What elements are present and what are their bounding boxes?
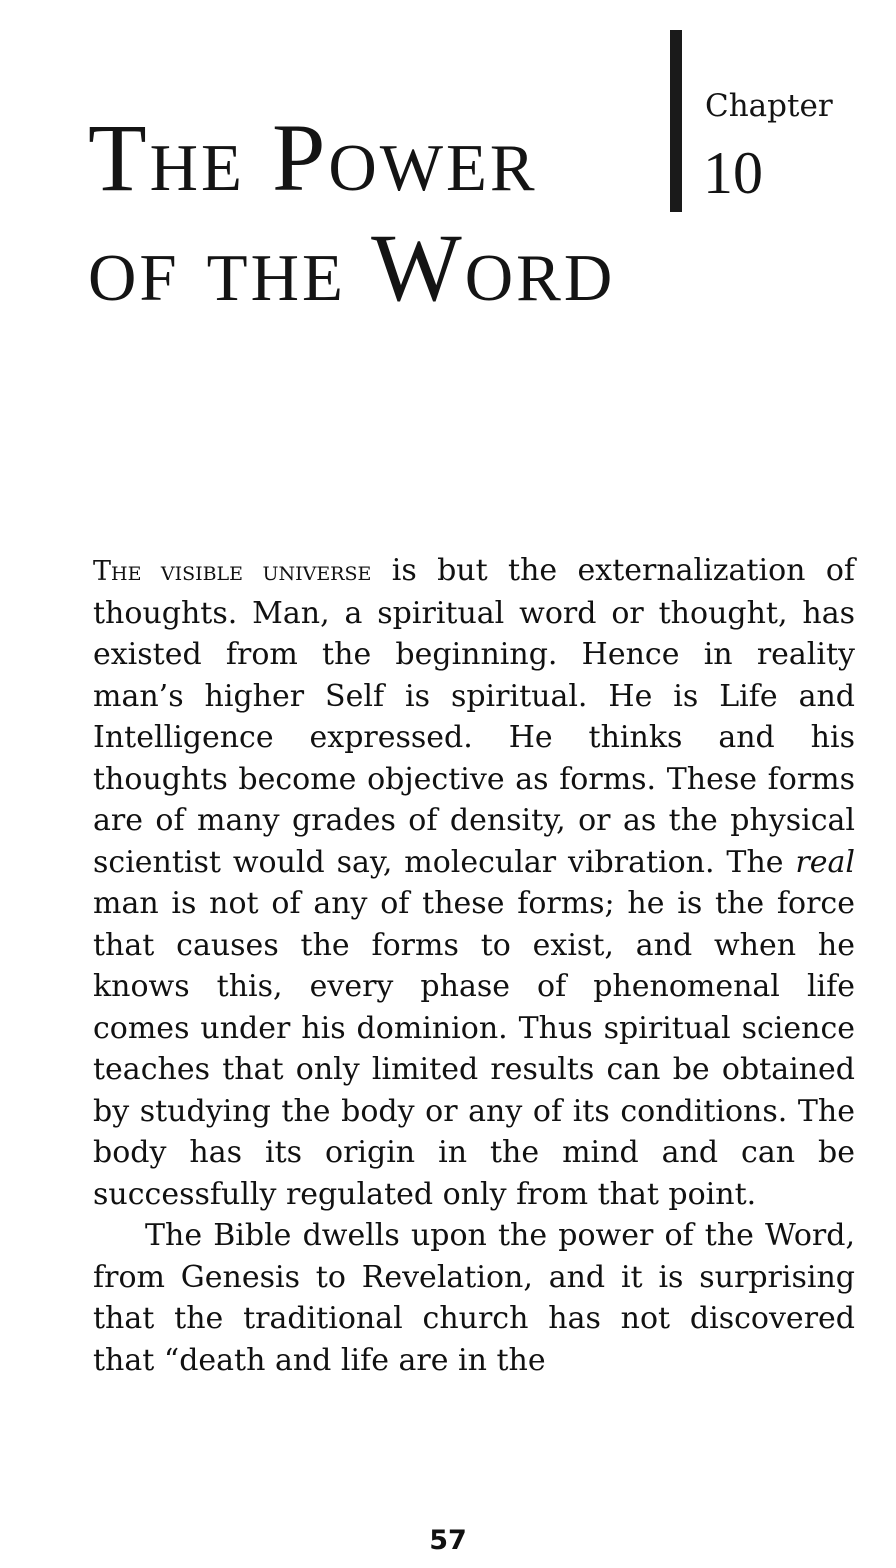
chapter-number: 10	[703, 140, 763, 206]
paragraph-1-text-b: man is not of any of these forms; he is the force that causes the forms to exist, and when he knows this, every phase of phenomenal life comes under his dominion. Thus spiritual science teaches that only limited results can be obtained by studying the body or any of its conditions. The body has its origin in the mind and can be successfully regulated only from that point.	[93, 886, 855, 1212]
body-text	[93, 550, 855, 1381]
paragraph-1	[93, 550, 855, 1215]
page-number: 57	[429, 1525, 467, 1556]
paragraph-2: The Bible dwells upon the power of the Word, from Genesis to Revelation, and it is surprising that the traditional church has not discovered that “death and life are in the	[93, 1218, 855, 1378]
chapter-divider-rule	[670, 30, 682, 212]
lead-in-smallcaps: The visible universe	[93, 556, 372, 587]
paragraph-1-text-a: is but the externalization of thoughts. Man, a spiritual word or thought, has existed from the beginning. Hence in reality man’s higher Self is spiritual. He is Life and Intelligence expressed. He thinks and his thoughts become objective as forms. These forms are of many grades of density, or as the physical scientist would say, molecular vibration. The	[93, 553, 855, 880]
chapter-title-line-2: of the Word	[88, 214, 616, 321]
chapter-label: Chapter	[705, 88, 833, 124]
emphasis-real: real	[795, 844, 855, 880]
chapter-title-line-1: The Power	[88, 104, 538, 211]
